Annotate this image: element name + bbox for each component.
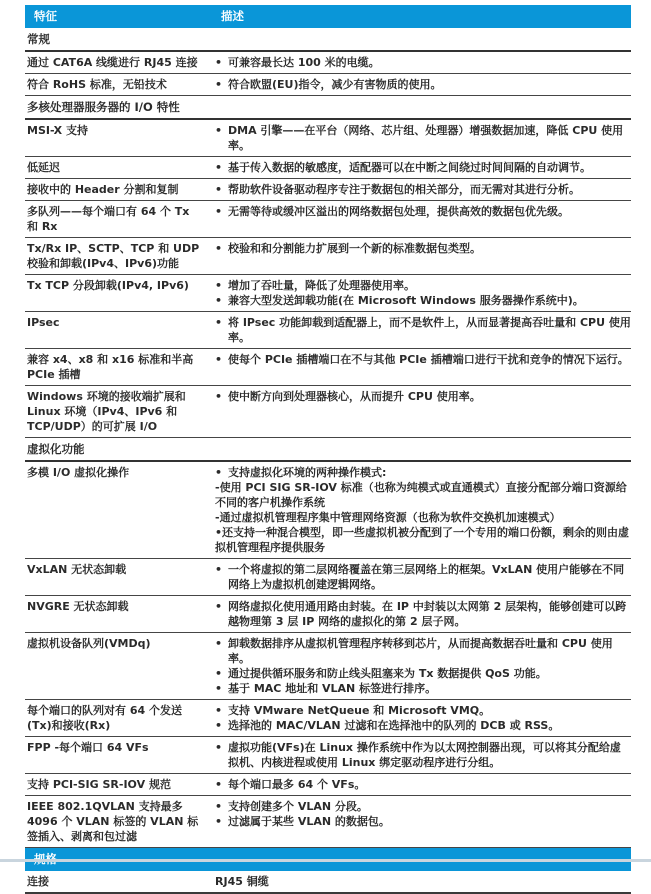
feature-cell: 接收中的 Header 分割和复制	[25, 179, 212, 201]
bullet-item	[215, 315, 631, 345]
bullet-icon: •	[215, 704, 223, 717]
bullet-text: 通过提供循环服务和防止线头阻塞来为 Tx 数据提供 QoS 功能。	[228, 667, 547, 680]
description-cell	[212, 157, 631, 179]
bullet-item	[215, 703, 631, 718]
bullet-text: 帮助软件设备驱动程序专注于数据包的相关部分，而无需对其进行分析。	[228, 183, 580, 196]
description-cell	[212, 596, 631, 633]
feature-cell: Tx TCP 分段卸载(IPv4, IPv6)	[25, 275, 212, 312]
bullet-item	[215, 389, 631, 404]
bullet-text: 可兼容最长达 100 米的电缆。	[228, 56, 380, 69]
bullet-item	[215, 666, 631, 681]
bullet-item	[215, 293, 631, 308]
bullet-icon: •	[215, 294, 223, 307]
bullet-item	[215, 182, 631, 197]
bullet-text: 兼容大型发送卸载功能(在 Microsoft Windows 服务器操作系统中)。	[228, 294, 584, 307]
table-row	[25, 349, 631, 386]
bullet-text: 网络虚拟化使用通用路由封装。在 IP 中封装以太网第 2 层架构，能够创建可以跨越物理第 3 层 IP 网络的虚拟化的第 2 层子网。	[228, 600, 627, 628]
section-row	[25, 438, 631, 462]
description-cell	[212, 700, 631, 737]
bullet-icon: •	[215, 353, 223, 366]
bullet-item	[215, 55, 631, 70]
table-row	[25, 700, 631, 737]
feature-cell: IPsec	[25, 312, 212, 349]
bullet-text: 虚拟功能(VFs)在 Linux 操作系统中作为以太网控制器出现，可以将其分配给虚拟机、内核进程或使用 Linux 绑定驱动程序进行分组。	[228, 741, 621, 769]
feature-spec-table	[25, 5, 631, 894]
bullet-item	[215, 718, 631, 733]
bullet-text: 基于 MAC 地址和 VLAN 标签进行排序。	[228, 682, 437, 695]
table-row	[25, 871, 631, 893]
feature-cell: 低延迟	[25, 157, 212, 179]
bullet-icon: •	[215, 815, 223, 828]
bullet-icon: •	[215, 719, 223, 732]
feature-cell: 支持 PCI-SIG SR-IOV 规范	[25, 774, 212, 796]
feature-cell: 通过 CAT6A 线缆进行 RJ45 连接	[25, 51, 212, 74]
bullet-item	[215, 77, 631, 92]
feature-cell: Tx/Rx IP、SCTP、TCP 和 UDP 校验和卸载(IPv4、IPv6)功能	[25, 238, 212, 275]
bullet-item	[215, 204, 631, 219]
bullet-item	[215, 562, 631, 592]
bullet-icon: •	[215, 637, 223, 650]
feature-cell: 多模 I/O 虚拟化操作	[25, 461, 212, 559]
bullet-text: 校验和和分割能力扩展到一个新的标准数据包类型。	[228, 242, 481, 255]
bullet-icon: •	[215, 563, 223, 576]
table-row	[25, 461, 631, 559]
description-cell	[212, 796, 631, 848]
table-row	[25, 796, 631, 848]
table-row	[25, 201, 631, 238]
bullet-icon: •	[215, 741, 223, 754]
feature-cell: 多队列——每个端口有 64 个 Tx 和 Rx	[25, 201, 212, 238]
description-cell	[212, 386, 631, 438]
bullet-icon: •	[215, 316, 223, 329]
table-row	[25, 386, 631, 438]
description-line: RJ45 铜缆	[215, 875, 269, 888]
bullet-text: 使每个 PCIe 插槽端口在不与其他 PCIe 插槽端口进行干扰和竞争的情况下运行。	[228, 353, 629, 366]
bullet-text: 过滤属于某些 VLAN 的数据包。	[228, 815, 390, 828]
bullet-item	[215, 160, 631, 175]
bullet-icon: •	[215, 78, 223, 91]
description-line: -使用 PCI SIG SR-IOV 标准（也称为纯模式或直通模式）直接分配部分端口资源给不同的客户机操作系统	[215, 481, 627, 509]
feature-cell: VxLAN 无状态卸载	[25, 559, 212, 596]
bullet-item	[215, 740, 631, 770]
bullet-item	[215, 814, 631, 829]
bullet-text: 卸载数据排序从虚拟机管理程序转移到芯片，从而提高数据吞吐量和 CPU 使用率。	[228, 637, 613, 665]
bullet-text: 将 IPsec 功能卸载到适配器上，而不是软件上，从而显著提高吞吐量和 CPU 使用率。	[228, 316, 631, 344]
description-cell	[212, 201, 631, 238]
description-cell	[212, 559, 631, 596]
description-cell	[212, 461, 631, 559]
bullet-icon: •	[215, 466, 223, 479]
description-line: •还支持一种混合模型，即一些虚拟机被分配到了一个专用的端口份额，剩余的则由虚拟机管理程序提供服务	[215, 526, 630, 554]
description-cell	[212, 737, 631, 774]
table-row	[25, 633, 631, 700]
table-row	[25, 51, 631, 74]
bullet-text: DMA 引擎——在平台（网络、芯片组、处理器）增强数据加速，降低 CPU 使用率。	[228, 124, 624, 152]
bullet-text: 基于传入数据的敏感度，适配器可以在中断之间绕过时间间隔的自动调节。	[228, 161, 591, 174]
bullet-item	[215, 278, 631, 293]
bullet-icon: •	[215, 800, 223, 813]
feature-cell: 兼容 x4、x8 和 x16 标准和半高 PCIe 插槽	[25, 349, 212, 386]
bullet-icon: •	[215, 124, 223, 137]
description-cell	[212, 349, 631, 386]
description-cell	[212, 74, 631, 96]
section-row	[25, 28, 631, 51]
bullet-item	[215, 123, 631, 153]
feature-cell: 虚拟机设备队列(VMDq)	[25, 633, 212, 700]
bullet-item	[215, 681, 631, 696]
description-cell	[212, 633, 631, 700]
section-row	[25, 96, 631, 120]
table-row	[25, 275, 631, 312]
feature-cell: IEEE 802.1QVLAN 支持最多 4096 个 VLAN 标签的 VLAN 标签插入、剥离和包过滤	[25, 796, 212, 848]
feature-cell: 每个端口的队列对有 64 个发送(Tx)和接收(Rx)	[25, 700, 212, 737]
bullet-icon: •	[215, 600, 223, 613]
bullet-item	[215, 636, 631, 666]
description-cell	[212, 774, 631, 796]
bullet-icon: •	[215, 242, 223, 255]
section-label: 多核处理器服务器的 I/O 特性	[25, 96, 631, 120]
feature-cell: NVGRE 无状态卸载	[25, 596, 212, 633]
feature-cell: 连接	[25, 871, 212, 893]
bullet-item	[215, 777, 631, 792]
table-row	[25, 179, 631, 201]
column-header-description: 描述	[212, 5, 631, 28]
feature-cell: MSI-X 支持	[25, 119, 212, 157]
description-cell	[212, 51, 631, 74]
table-row	[25, 157, 631, 179]
bullet-item	[215, 241, 631, 256]
bullet-icon: •	[215, 778, 223, 791]
header-row	[25, 5, 631, 28]
table-row	[25, 312, 631, 349]
table-row	[25, 737, 631, 774]
bullet-item	[215, 352, 631, 367]
bullet-text: 支持创建多个 VLAN 分段。	[228, 800, 368, 813]
feature-cell: Windows 环境的接收端扩展和 Linux 环境（IPv4、IPv6 和 TCP/UDP）的可扩展 I/O	[25, 386, 212, 438]
table-row	[25, 74, 631, 96]
bullet-icon: •	[215, 205, 223, 218]
bullet-item	[215, 799, 631, 814]
description-cell	[212, 312, 631, 349]
bullet-text: 增加了吞吐量，降低了处理器使用率。	[228, 279, 415, 292]
bullet-icon: •	[215, 667, 223, 680]
description-cell	[212, 179, 631, 201]
table-row	[25, 119, 631, 157]
bullet-text: 支持 VMware NetQueue 和 Microsoft VMQ。	[228, 704, 491, 717]
table-row	[25, 238, 631, 275]
bullet-text: 选择池的 MAC/VLAN 过滤和在选择池中的队列的 DCB 或 RSS。	[228, 719, 560, 732]
bullet-text: 每个端口最多 64 个 VFs。	[228, 778, 366, 791]
spec-table-body	[25, 28, 631, 893]
feature-cell: FPP -每个端口 64 VFs	[25, 737, 212, 774]
section-label: 虚拟化功能	[25, 438, 631, 462]
bullet-item	[215, 465, 631, 480]
bullet-icon: •	[215, 682, 223, 695]
description-cell	[212, 871, 631, 893]
bullet-text: 符合欧盟(EU)指令，减少有害物质的使用。	[228, 78, 442, 91]
section-label: 常规	[25, 28, 631, 51]
table-header	[25, 5, 631, 28]
bullet-icon: •	[215, 56, 223, 69]
bullet-item	[215, 599, 631, 629]
column-header-feature: 特征	[25, 5, 212, 28]
description-cell	[212, 238, 631, 275]
description-cell	[212, 119, 631, 157]
bullet-icon: •	[215, 183, 223, 196]
bullet-text: 无需等待或缓冲区溢出的网络数据包处理，提供高效的数据包优先级。	[228, 205, 569, 218]
bullet-icon: •	[215, 390, 223, 403]
description-cell	[212, 275, 631, 312]
feature-cell: 符合 RoHS 标准，无铅技术	[25, 74, 212, 96]
bullet-text: 使中断方向到处理器核心，从而提升 CPU 使用率。	[228, 390, 481, 403]
description-line: -通过虚拟机管理程序集中管理网络资源（也称为软件交换机加速模式）	[215, 511, 561, 524]
table-row	[25, 559, 631, 596]
bullet-text: 支持虚拟化环境的两种操作模式:	[228, 466, 387, 479]
table-row	[25, 774, 631, 796]
bullet-icon: •	[215, 279, 223, 292]
bullet-text: 一个将虚拟的第二层网络覆盖在第三层网络上的框架。VxLAN 使用户能够在不同网络上为虚拟机创建逻辑网络。	[228, 563, 625, 591]
bullet-icon: •	[215, 161, 223, 174]
table-row	[25, 596, 631, 633]
